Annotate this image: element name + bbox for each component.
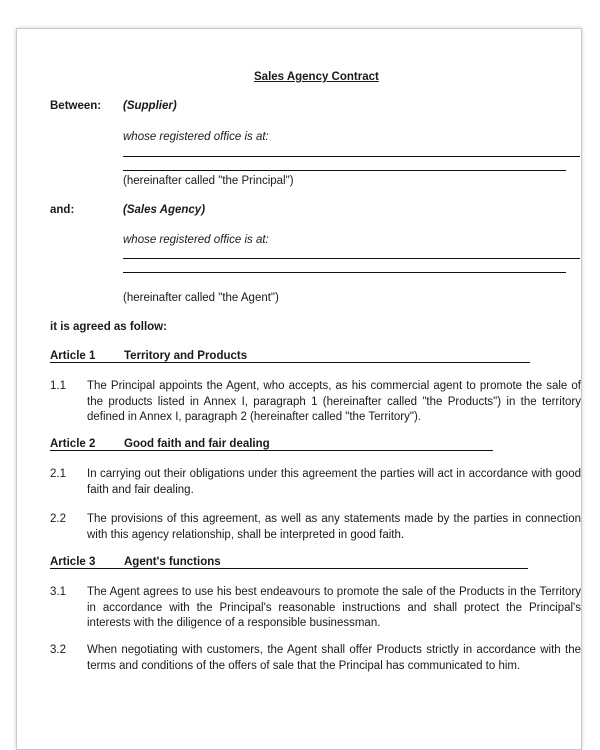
article-3-heading: Agent's functions [124, 556, 221, 568]
article-1-heading: Territory and Products [124, 350, 248, 362]
clause-3-1-number: 3.1 [50, 586, 66, 598]
agent-designation: (hereinafter called "the Agent") [123, 292, 279, 304]
agency-address-line-1 [123, 258, 580, 259]
clause-2-2-number: 2.2 [50, 513, 66, 525]
document-page [16, 28, 582, 750]
agency-office-label: whose registered office is at: [123, 234, 269, 246]
agency-address-line-2 [123, 272, 566, 273]
agency-label: (Sales Agency) [123, 204, 206, 216]
clause-3-2-text: When negotiating with customers, the Agent shall offer Products strictly in accordance with the terms and conditions of the offers of sale that the Principal has communicated to him. [87, 644, 581, 672]
article-3-number: Article 3 [50, 556, 96, 568]
article-2-rule [50, 450, 493, 451]
agreement-statement: it is agreed as follow: [50, 321, 167, 333]
supplier-address-line-1 [123, 156, 580, 157]
clause-1-1-text: The Principal appoints the Agent, who accepts, as his commercial agent to promote the sale of the products listed in Annex I, paragraph 1 (hereinafter called "the Products") in the territory defined in Annex I, paragraph 2 (hereinafter called "the Territory"). [87, 380, 581, 424]
article-2-heading: Good faith and fair dealing [124, 438, 270, 450]
supplier-label: (Supplier) [123, 100, 177, 112]
supplier-address-line-2 [123, 170, 566, 171]
clause-3-2-number: 3.2 [50, 644, 66, 656]
article-1-number: Article 1 [50, 350, 96, 362]
clause-2-2-text: The provisions of this agreement, as well as any statements made by the parties in connection with this agency relationship, shall be interpreted in good faith. [87, 513, 581, 541]
article-2-number: Article 2 [50, 438, 96, 450]
clause-2-1-number: 2.1 [50, 468, 66, 480]
article-1-rule [50, 362, 530, 363]
supplier-office-label: whose registered office is at: [123, 131, 269, 143]
clause-1-1-number: 1.1 [50, 380, 66, 392]
principal-designation: (hereinafter called "the Principal") [123, 175, 294, 187]
clause-2-1-text: In carrying out their obligations under this agreement the parties will act in accordance with good faith and fair dealing. [87, 468, 581, 496]
article-3-rule [50, 568, 528, 569]
clause-3-1-text: The Agent agrees to use his best endeavours to promote the sale of the Products in the Territory in accordance with the Principal's reasonable instructions and shall protect the Principal's interests with the diligence of a responsible businessman. [87, 586, 581, 630]
document-title: Sales Agency Contract [254, 71, 379, 83]
and-label: and: [50, 204, 75, 216]
between-label: Between: [50, 100, 102, 112]
